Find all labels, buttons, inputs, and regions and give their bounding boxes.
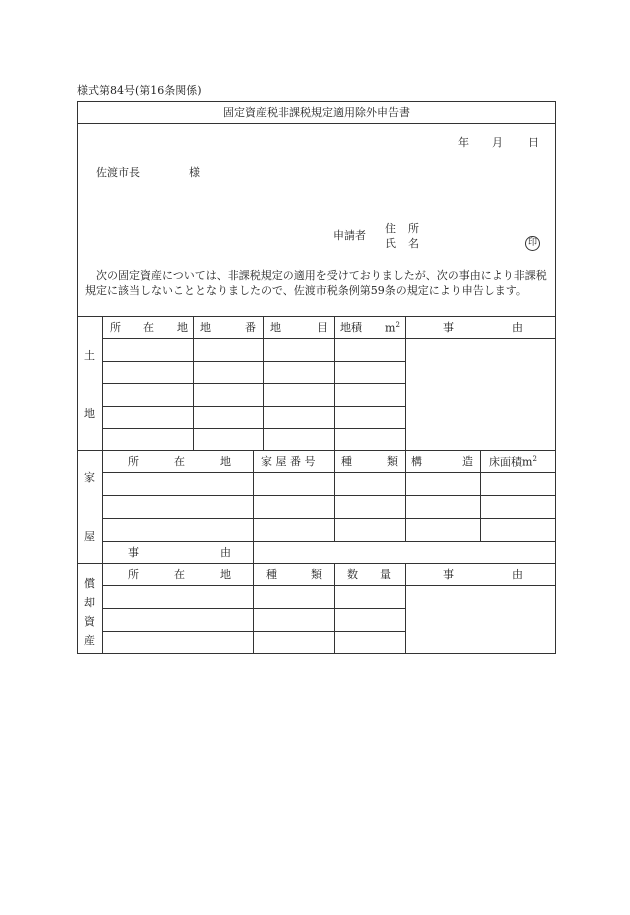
house-header-location-1: 所 [128,455,139,468]
house-label-1: 家 [84,471,95,484]
land-header-category-1: 地 [270,321,281,334]
depreciable-label-1: 償 [84,577,95,590]
land-header-reason-1: 事 [443,321,454,334]
dep-header-reason-1: 事 [443,568,454,581]
date-year: 年 [458,136,469,149]
dep-header-qty-2: 量 [380,568,391,581]
house-header-kind-1: 種 [341,455,352,468]
house-reason-label-1: 事 [128,546,139,559]
land-header-area: 地積 [340,321,362,334]
house-header-location-2: 在 [174,455,185,468]
land-header-location-2: 在 [143,321,154,334]
dep-header-location-3: 地 [220,568,231,581]
land-header-lot-1: 地 [200,321,211,334]
land-header-reason-2: 由 [512,321,523,334]
title-divider [77,123,556,124]
house-header-line [102,472,556,473]
land-row-line [102,428,405,429]
land-label-2: 地 [84,407,95,420]
house-header-number: 家 屋 番 号 [261,455,316,468]
name-label-2: 名 [408,237,419,250]
dep-header-location-1: 所 [128,568,139,581]
house-row-line [102,518,556,519]
dep-header-reason-2: 由 [512,568,523,581]
land-label-1: 土 [84,349,95,362]
dep-header-location-2: 在 [174,568,185,581]
dep-header-line [102,585,556,586]
addressee-name: 佐渡市長 [96,166,140,179]
land-header-location-1: 所 [110,321,121,334]
house-reason-label-2: 由 [220,546,231,559]
house-header-location-3: 地 [220,455,231,468]
depreciable-label-2: 却 [84,596,95,609]
house-reason-line [102,541,556,542]
form-number: 様式第84号(第16条関係) [77,84,202,97]
depreciable-label-4: 産 [84,634,95,647]
applicant-label: 申請者 [333,229,366,242]
house-row-line [102,495,556,496]
address-label-1: 住 [385,222,396,235]
house-header-structure-1: 構 [411,455,422,468]
land-row-line [102,406,405,407]
address-label-2: 所 [408,222,419,235]
land-row-line [102,361,405,362]
land-header-location-3: 地 [177,321,188,334]
date-day: 日 [528,136,539,149]
house-header-kind-2: 類 [387,455,398,468]
house-top-line [77,450,556,451]
house-header-structure-2: 造 [462,455,473,468]
house-header-floor-area: 床面積$m^2$ [489,455,537,469]
depreciable-label-3: 資 [84,615,95,628]
label-column-line [102,316,103,654]
land-header-line [102,338,556,339]
dep-col-line-3 [405,563,406,654]
date-month: 月 [492,136,503,149]
land-header-area-unit: $m^2$ [385,321,400,335]
form-title: 固定資産税非課税規定適用除外申告書 [223,106,410,119]
dep-header-qty-1: 数 [347,568,358,581]
dep-row-line [102,631,405,632]
name-label-1: 氏 [385,237,396,250]
addressee-honorific: 様 [189,166,200,179]
depreciable-top-line [77,563,556,564]
dep-header-kind-2: 類 [311,568,322,581]
dep-header-kind-1: 種 [266,568,277,581]
dep-row-line [102,608,405,609]
house-col-line-1 [253,450,254,563]
land-row-line [102,383,405,384]
land-header-lot-2: 番 [245,321,256,334]
statement-text: 次の固定資産については、非課税規定の適用を受けておりましたが、次の事由により非課税規定に該当しないこととなりましたので、佐渡市税条例第59条の規定により申告します。 [85,269,547,297]
land-col-line-4 [405,316,406,450]
house-label-2: 屋 [84,530,95,543]
seal-mark: 印 [525,236,540,251]
land-header-category-2: 目 [317,321,328,334]
land-top-line [77,316,556,317]
